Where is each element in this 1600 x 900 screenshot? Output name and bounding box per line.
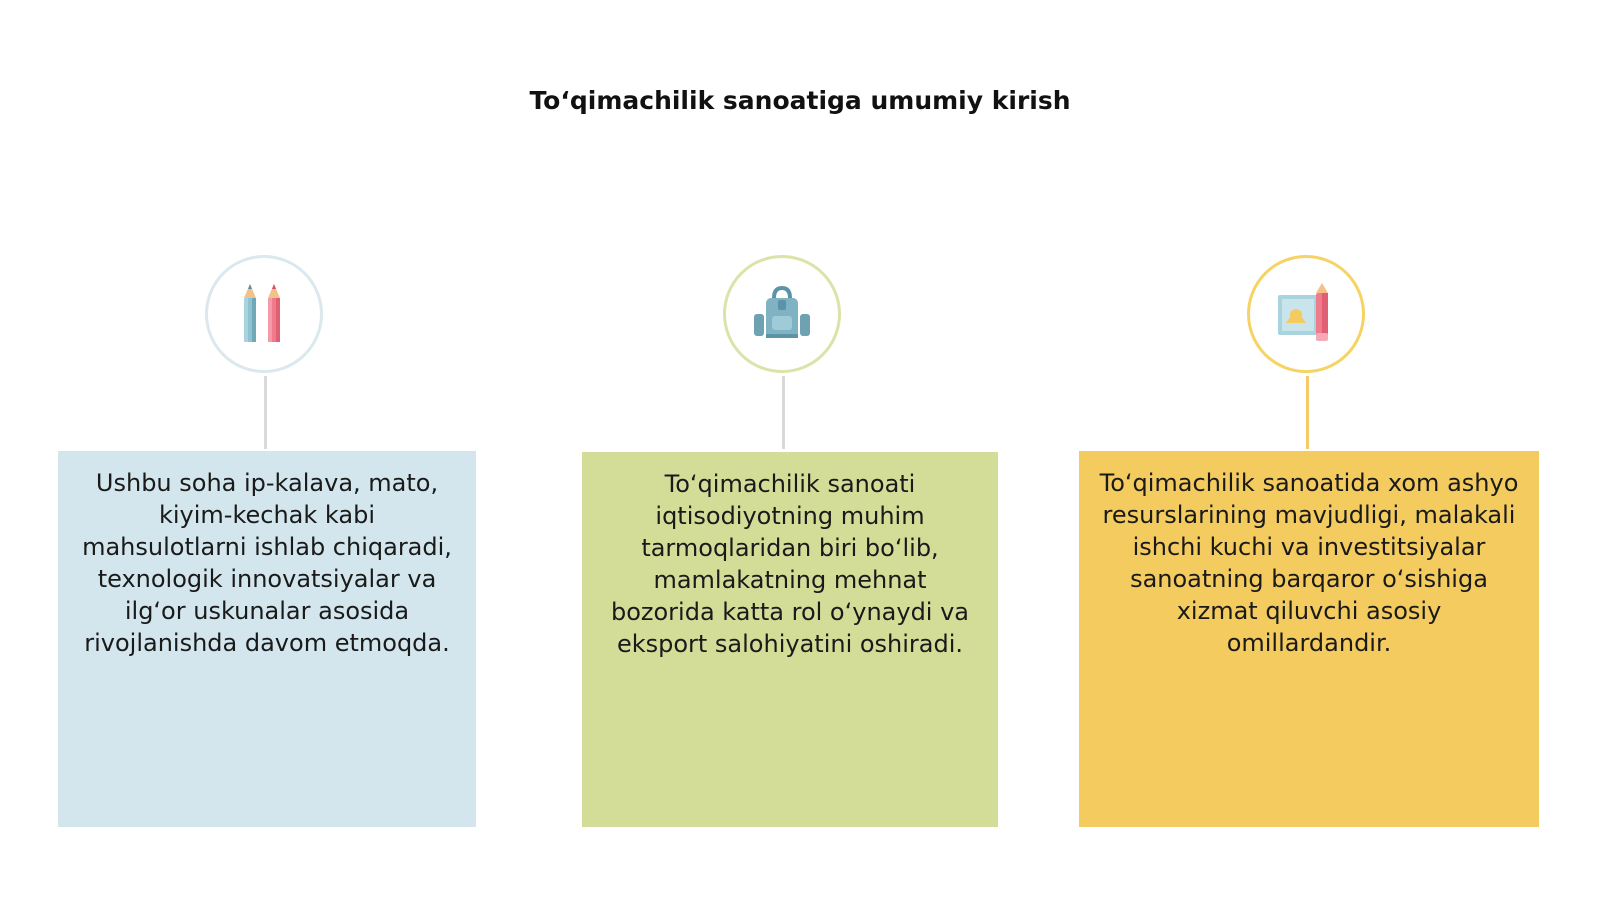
- info-card-text-2: To‘qimachilik sanoati iqtisodiyotning muhim tarmoqlaridan biri bo‘lib, mamlakatning mehnat bozorida katta rol o‘ynaydi va eksport salohiyatini oshiradi.: [610, 470, 970, 658]
- connector-line-2: [782, 376, 785, 449]
- connector-line-1: [264, 376, 267, 449]
- backpack-icon: [752, 284, 812, 344]
- info-card-3: [1079, 451, 1539, 827]
- icon-ring-2: [723, 255, 841, 373]
- info-card-text-3: To‘qimachilik sanoatida xom ashyo resurslarining mavjudligi, malakali ishchi kuchi va investitsiyalar sanoatning barqaror o‘sishiga xizmat qiluvchi asosiy omillardandir.: [1099, 469, 1519, 657]
- info-card-text-1: Ushbu soha ip-kalava, mato, kiyim-kechak kabi mahsulotlarni ishlab chiqaradi, texnologik innovatsiyalar va ilg‘or uskunalar asosida rivojlanishda davom etmoqda.: [82, 469, 452, 657]
- colored-pencils-icon: [236, 282, 292, 346]
- icon-ring-1: [205, 255, 323, 373]
- connector-line-3: [1306, 376, 1309, 449]
- icon-ring-3: [1247, 255, 1365, 373]
- info-card-1: [58, 451, 476, 827]
- info-card-2: [582, 452, 998, 827]
- page-title: To‘qimachilik sanoatiga umumiy kirish: [529, 86, 1071, 115]
- picture-and-pencil-icon: [1276, 283, 1336, 345]
